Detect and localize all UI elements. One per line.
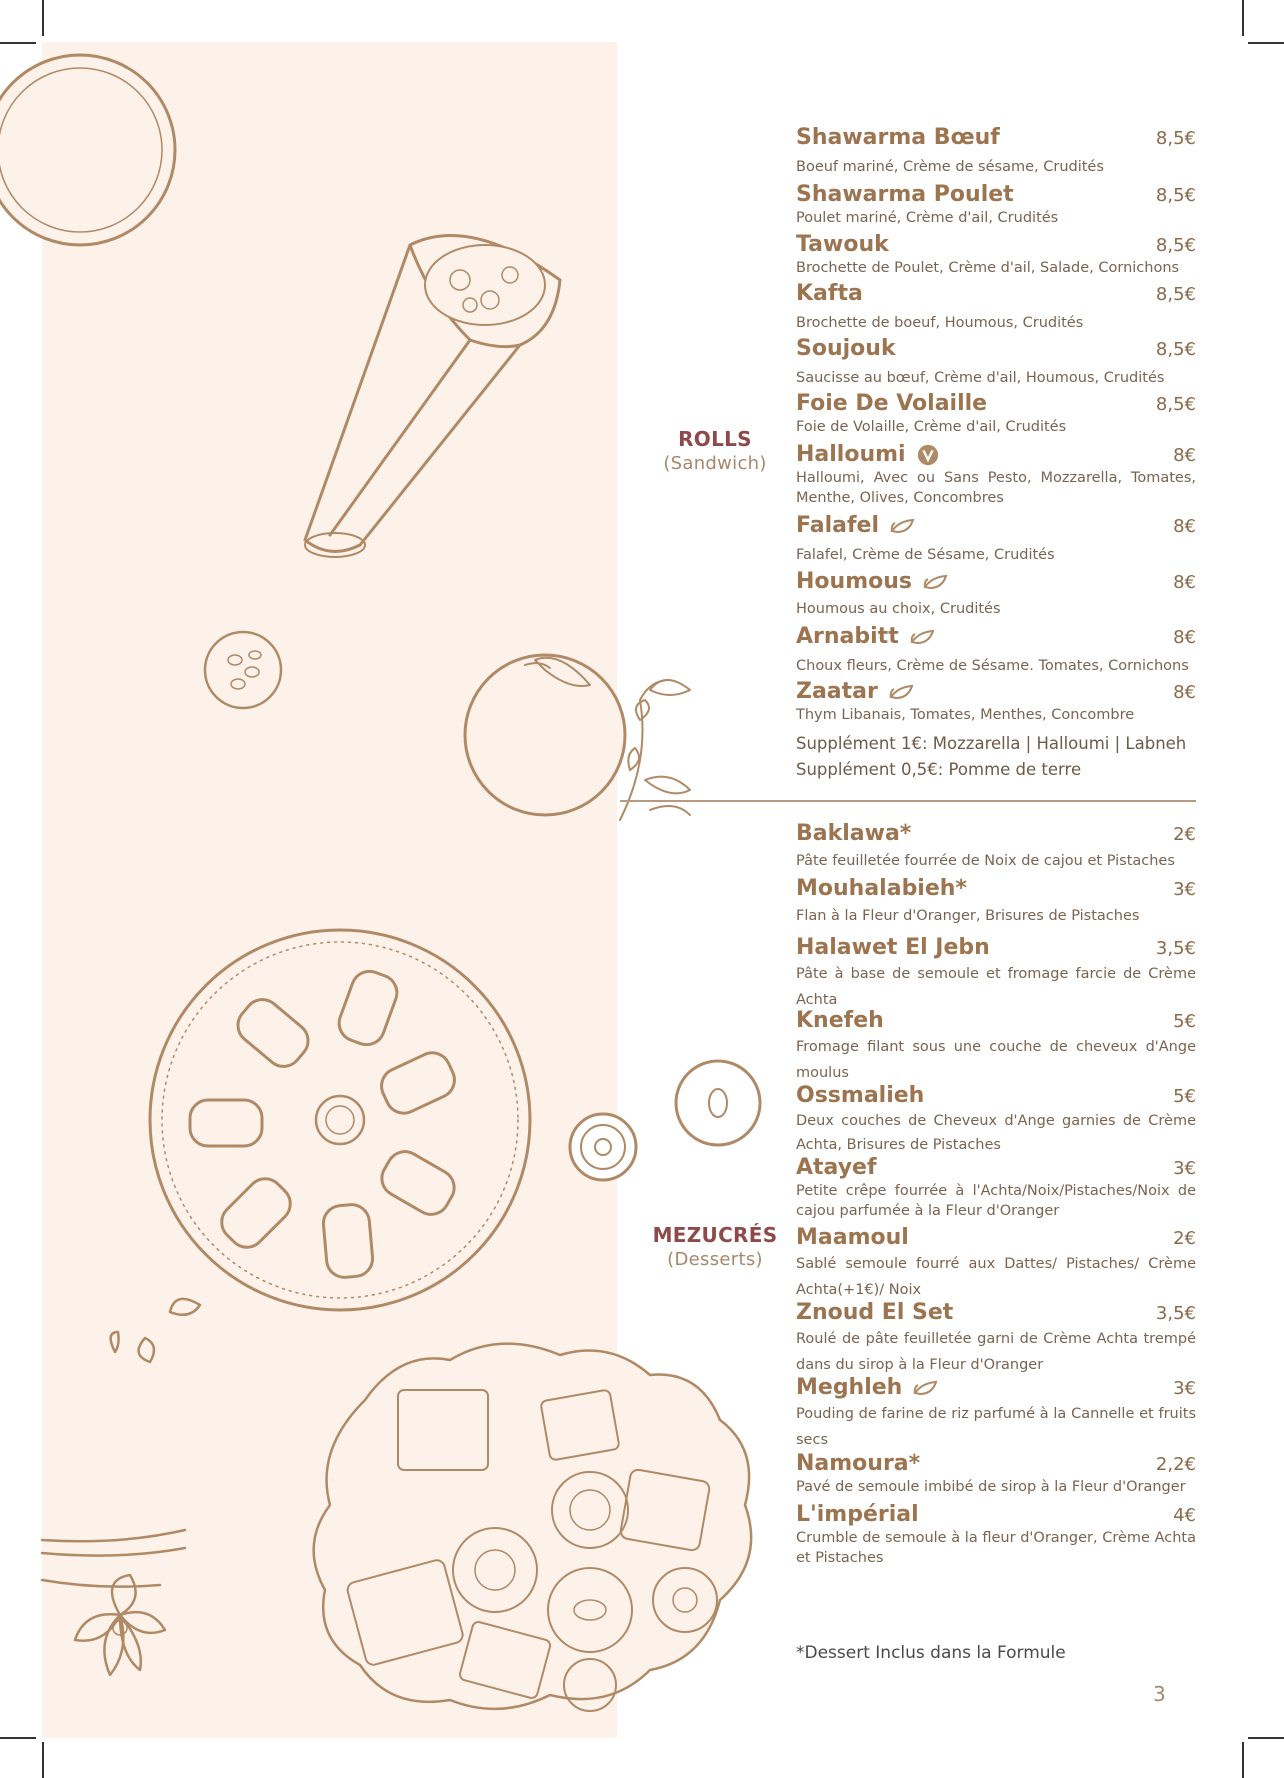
item-description: Falafel, Crème de Sésame, Crudités [796,547,1055,563]
item-name: Ossmalieh [796,1083,925,1108]
item-price: 3€ [1173,879,1196,900]
item-name: Foie De Volaille [796,391,988,416]
item-name-text: Zaatar [796,679,878,704]
rolls-title: ROLLS [678,427,752,451]
item-price: 8€ [1173,516,1196,537]
item-description: Deux couches de Cheveux d'Ange garnies de Crème Achta, Brisures de Pistaches [796,1113,1196,1153]
desserts-section-title [650,1223,780,1270]
supplement-line: Supplément 0,5€: Pomme de terre [796,760,1082,779]
item-price: 8€ [1173,627,1196,648]
menu-item [796,1375,1196,1453]
crop-mark [42,0,44,36]
item-description: Halloumi, Avec ou Sans Pesto, Mozzarella, Tomates, Menthe, Olives, Concombres [796,470,1196,506]
menu-item [796,624,1196,676]
item-name: Shawarma Poulet [796,182,1014,207]
item-description: Petite crêpe fourrée à l'Achta/Noix/Pistaches/Noix de cajou parfumée à la Fleur d'Oranger [796,1183,1196,1219]
menu-item [796,1155,1196,1221]
menu-item [796,569,1196,619]
menu-item [796,125,1196,177]
item-description: Saucisse au bœuf, Crème d'ail, Houmous, Crudités [796,370,1165,386]
item-price: 8€ [1173,445,1196,466]
item-name: Tawouk [796,232,889,257]
item-price: 8€ [1173,572,1196,593]
menu-item [796,336,1196,388]
item-description: Boeuf mariné, Crème de sésame, Crudités [796,159,1104,175]
menu-item [796,1083,1196,1157]
item-price: 5€ [1173,1011,1196,1032]
item-name: Znoud El Set [796,1300,954,1325]
menu-item [796,442,1196,508]
crop-mark [1248,1737,1284,1739]
item-price: 8,5€ [1155,394,1196,415]
item-name-text: Arnabitt [796,624,899,649]
item-price: 8,5€ [1155,128,1196,149]
item-description: Brochette de boeuf, Houmous, Crudités [796,315,1084,331]
item-name: Knefeh [796,1008,884,1033]
vegan-leaf-icon [912,1379,938,1397]
crop-mark [0,42,36,44]
item-price: 3€ [1173,1378,1196,1399]
menu-item [796,232,1196,278]
item-name: Baklawa* [796,821,912,846]
item-name [796,1375,938,1401]
crop-mark [1248,42,1284,44]
item-name: Mouhalabieh* [796,876,967,901]
item-name: Namoura* [796,1451,921,1476]
menu-item [796,513,1196,565]
item-description: Fromage filant sous une couche de cheveux d'Ange moulus [796,1039,1196,1081]
item-name-text: Houmous [796,569,912,594]
item-price: 2,2€ [1155,1454,1196,1475]
crop-mark [0,1737,36,1739]
menu-item [796,1451,1196,1497]
vegan-leaf-icon [888,683,914,701]
item-description: Pouding de farine de riz parfumé à la Cannelle et fruits secs [796,1406,1196,1448]
menu-item [796,391,1196,437]
item-name [796,442,940,468]
supplements [796,731,1186,783]
item-name: L'impérial [796,1502,919,1527]
item-name [796,569,948,595]
item-name-text: Falafel [796,513,880,538]
item-name: Shawarma Bœuf [796,125,1000,150]
menu-item [796,821,1196,871]
menu-item [796,1502,1196,1568]
item-name: Soujouk [796,336,896,361]
item-price: 8,5€ [1155,185,1196,206]
item-name [796,624,935,650]
rolls-subtitle: (Sandwich) [663,453,767,474]
item-description: Flan à la Fleur d'Oranger, Brisures de Pistaches [796,908,1140,924]
item-name: Atayef [796,1155,877,1180]
item-description: Houmous au choix, Crudités [796,601,1001,617]
vegan-leaf-icon [909,628,935,646]
item-price: 8€ [1173,682,1196,703]
item-price: 8,5€ [1155,284,1196,305]
item-price: 5€ [1173,1086,1196,1107]
item-description: Pavé de semoule imbibé de sirop à la Fleur d'Oranger [796,1479,1186,1495]
desserts-subtitle: (Desserts) [667,1249,763,1270]
item-name: Maamoul [796,1225,909,1250]
item-name: Kafta [796,281,863,306]
item-price: 8,5€ [1155,339,1196,360]
item-name-text: Meghleh [796,1375,903,1400]
item-description: Pâte à base de semoule et fromage farcie de Crème Achta [796,966,1196,1008]
menu-item [796,1300,1196,1378]
crop-mark [1242,0,1244,36]
item-description: Sablé semoule fourré aux Dattes/ Pistaches/ Crème Achta(+1€)/ Noix [796,1256,1196,1298]
item-description: Pâte feuilletée fourrée de Noix de cajou et Pistaches [796,853,1175,869]
orange-blossom-illustration [620,680,690,820]
rolls-section-title [655,427,775,474]
menu-item [796,876,1196,926]
illustration-panel [42,42,617,1738]
item-description: Foie de Volaille, Crème d'ail, Crudités [796,419,1067,435]
menu-item [796,679,1196,725]
item-description: Brochette de Poulet, Crème d'ail, Salade, Cornichons [796,260,1180,276]
item-name [796,679,914,705]
supplement-line: Supplément 1€: Mozzarella | Halloumi | Labneh [796,734,1187,753]
item-name [796,513,915,539]
item-price: 8,5€ [1155,235,1196,256]
item-description: Choux fleurs, Crème de Sésame. Tomates, Cornichons [796,658,1189,674]
vegan-leaf-icon [889,517,915,535]
item-description: Roulé de pâte feuilletée garni de Crème Achta trempé dans du sirop à la Fleur d'Oranger [796,1331,1196,1373]
item-price: 2€ [1173,824,1196,845]
item-name: Halawet El Jebn [796,935,990,960]
menu-item [796,935,1196,1013]
menu-item [796,281,1196,333]
desserts-title: MEZUCRÉS [652,1223,778,1247]
item-price: 3,5€ [1155,938,1196,959]
menu-item [796,182,1196,228]
ring-cookie-illustration [676,1061,760,1145]
menu-item [796,1008,1196,1086]
menu-item [796,1225,1196,1303]
section-divider [620,800,1196,802]
item-price: 3€ [1173,1158,1196,1179]
item-description: Thym Libanais, Tomates, Menthes, Concombre [796,707,1135,723]
item-price: 4€ [1173,1505,1196,1526]
item-description: Crumble de semoule à la fleur d'Oranger, Crème Achta et Pistaches [796,1530,1196,1566]
item-description: Poulet mariné, Crème d'ail, Crudités [796,210,1059,226]
page-number: 3 [1153,1682,1166,1706]
crop-mark [42,1742,44,1778]
footnote: *Dessert Inclus dans la Formule [796,1643,1066,1663]
item-price: 2€ [1173,1228,1196,1249]
item-name-text: Halloumi [796,442,906,467]
item-price: 3,5€ [1155,1303,1196,1324]
vegetarian-icon [916,443,940,467]
vegan-leaf-icon [922,573,948,591]
crop-mark [1242,1742,1244,1778]
